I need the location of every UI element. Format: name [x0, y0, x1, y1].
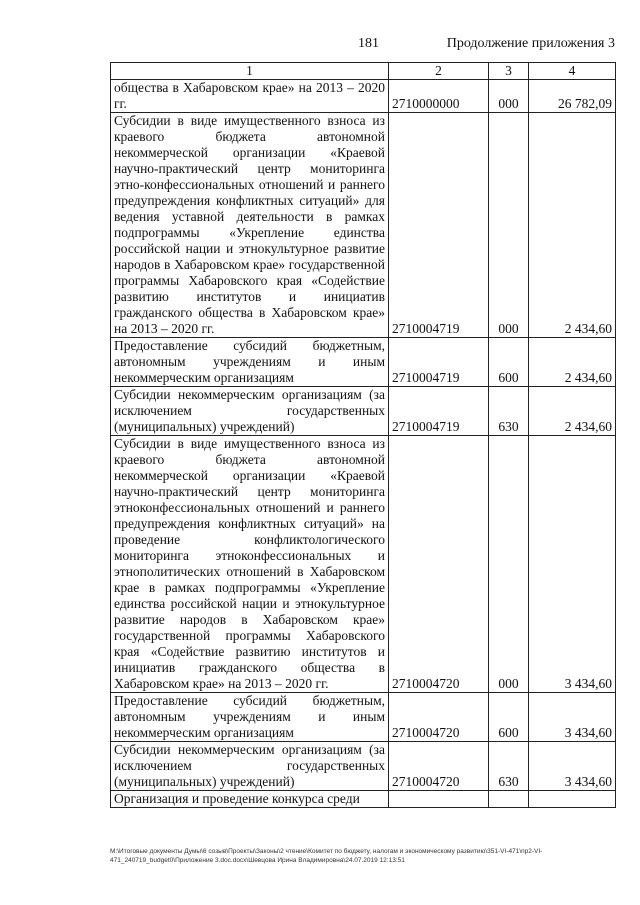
- row-name: Предоставление субсидий бюджетным, автономным учреждениям и иным некоммерческим организациям: [111, 338, 389, 387]
- document-path-footer: М:\Итоговые документы Думы\6 созыв\Проекты\Законы\2 чтение\Комитет по бюджету, налогам и экономическому развитию\351-VI-471\пр2-VI-471_240719_budget0\Приложение 3.doc.docx\Шевцова Ирина Владимировна\24.07.2019 12:13:51: [110, 848, 543, 864]
- row-amount: 3 434,60: [529, 693, 616, 742]
- row-target-code: 2710004720: [389, 742, 489, 791]
- row-target-code: 2710000000: [389, 80, 489, 113]
- row-name: Субсидии некоммерческим организациям (за исключением государственных (муниципальных) учреждений): [111, 387, 389, 436]
- table-row: [111, 80, 616, 113]
- column-header-2: 2: [389, 63, 489, 80]
- row-target-code: 2710004719: [389, 387, 489, 436]
- row-expense-kind: 000: [489, 80, 529, 113]
- row-amount: [529, 791, 616, 808]
- table-row: [111, 338, 616, 387]
- row-target-code: 2710004719: [389, 113, 489, 338]
- row-expense-kind: 630: [489, 742, 529, 791]
- table-row: [111, 693, 616, 742]
- row-expense-kind: 000: [489, 436, 529, 693]
- row-amount: 3 434,60: [529, 742, 616, 791]
- row-expense-kind: 630: [489, 387, 529, 436]
- table-row: [111, 791, 616, 808]
- row-amount: 2 434,60: [529, 338, 616, 387]
- row-expense-kind: 600: [489, 693, 529, 742]
- column-header-4: 4: [529, 63, 616, 80]
- row-target-code: 2710004720: [389, 693, 489, 742]
- table-row: [111, 742, 616, 791]
- column-number-row: [111, 63, 616, 80]
- row-name: общества в Хабаровском крае» на 2013 – 2020 гг.: [111, 80, 389, 113]
- page-header: [110, 36, 615, 56]
- budget-table: [110, 62, 616, 808]
- row-name: Организация и проведение конкурса среди: [111, 791, 389, 808]
- row-target-code: 2710004719: [389, 338, 489, 387]
- row-name: Субсидии в виде имущественного взноса из краевого бюджета автономной некоммерческой организации «Краевой научно-практический центр мониторинга этноконфессиональных отношений и раннего предупреждения конфликтных ситуаций» на проведение конфликтологического мониторинга этноконфессиональных и этнополитических отношений в Хабаровском крае в рамках подпрограммы «Укрепление единства российской нации и этнокультурное развитие народов в Хабаровском крае» государственной программы Хабаровского края «Содействие развитию институтов и инициатив гражданского общества в Хабаровском крае» на 2013 – 2020 гг.: [111, 436, 389, 693]
- continuation-label: Продолжение приложения 3: [446, 36, 615, 51]
- row-amount: 26 782,09: [529, 80, 616, 113]
- table-row: [111, 113, 616, 338]
- page-number: 181: [358, 36, 379, 51]
- column-header-3: 3: [489, 63, 529, 80]
- table-row: [111, 436, 616, 693]
- column-header-1: 1: [111, 63, 389, 80]
- table-row: [111, 387, 616, 436]
- row-expense-kind: 000: [489, 113, 529, 338]
- row-name: Субсидии некоммерческим организациям (за исключением государственных (муниципальных) учреждений): [111, 742, 389, 791]
- row-target-code: [389, 791, 489, 808]
- row-amount: 3 434,60: [529, 436, 616, 693]
- row-expense-kind: [489, 791, 529, 808]
- row-expense-kind: 600: [489, 338, 529, 387]
- row-amount: 2 434,60: [529, 113, 616, 338]
- row-name: Субсидии в виде имущественного взноса из краевого бюджета автономной некоммерческой организации «Краевой научно-практический центр мониторинга этно-конфессиональных отношений и раннего предупреждения конфликтных ситуаций» для ведения уставной деятельности в рамках подпрограммы «Укрепление единства российской нации и этнокультурное развитие народов в Хабаровском крае» государственной программы Хабаровского края «Содействие развитию институтов и инициатив гражданского общества в Хабаровском крае» на 2013 – 2020 гг.: [111, 113, 389, 338]
- row-name: Предоставление субсидий бюджетным, автономным учреждениям и иным некоммерческим организациям: [111, 693, 389, 742]
- row-amount: 2 434,60: [529, 387, 616, 436]
- row-target-code: 2710004720: [389, 436, 489, 693]
